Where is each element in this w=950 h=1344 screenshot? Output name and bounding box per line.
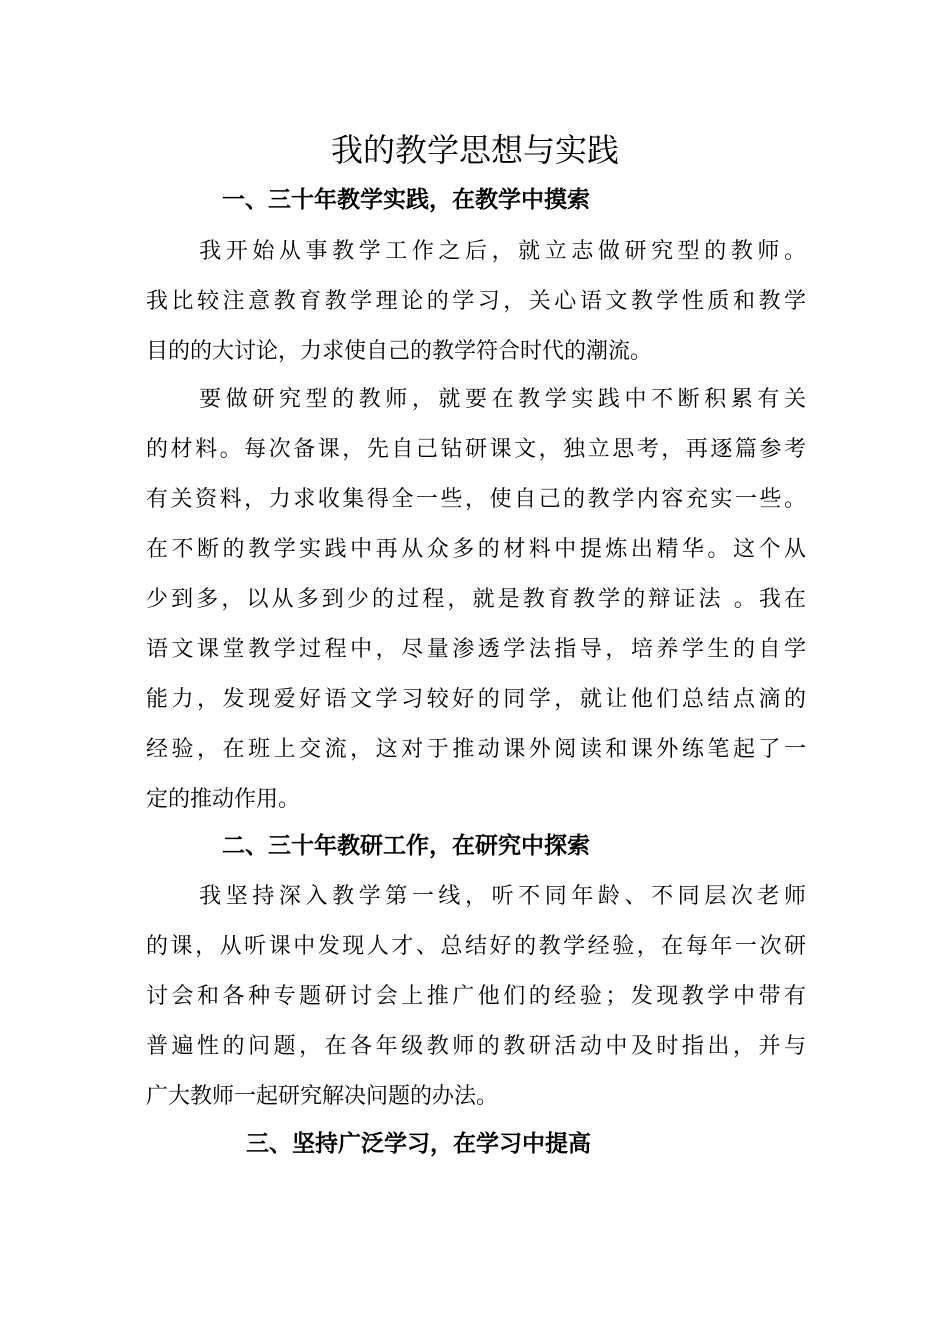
section-1-paragraph-2 (146, 375, 806, 825)
text-line: 目的的大讨论，力求使自己的教学符合时代的潮流。 (146, 339, 653, 364)
text-line: 少到多，以从多到少的过程，就是教育教学的辩证法 。我在 (146, 587, 806, 612)
text-line: 我坚持深入教学第一线，听不同年龄、不同层次老师 (146, 884, 806, 909)
text-line: 在不断的教学实践中再从众多的材料中提炼出精华。这个从 (146, 537, 806, 562)
text-line: 能力，发现爱好语文学习较好的同学，就让他们总结点滴的 (146, 687, 806, 712)
text-line: 的材料。每次备课，先自己钻研课文，独立思考，再逐篇参考 (146, 437, 806, 462)
text-line: 经验，在班上交流，这对于推动课外阅读和课外练笔起了一 (146, 737, 806, 762)
text-line: 语文课堂教学过程中，尽量渗透学法指导，培养学生的自学 (146, 637, 806, 662)
text-line: 我开始从事教学工作之后，就立志做研究型的教师。 (146, 239, 806, 264)
section-1-paragraph-1 (146, 227, 806, 377)
document-title: 我的教学思想与实践 (330, 131, 619, 169)
text-line: 讨会和各种专题研讨会上推广他们的经验；发现教学中带有 (146, 984, 806, 1009)
section-heading-2: 二、三十年教研工作，在研究中探索 (222, 832, 590, 859)
section-heading-3: 三、坚持广泛学习，在学习中提高 (246, 1130, 591, 1157)
section-2-paragraph-1 (146, 872, 806, 1122)
section-heading-1: 一、三十年教学实践，在教学中摸索 (222, 186, 590, 213)
text-line: 定的推动作用。 (146, 787, 301, 812)
text-line: 我比较注意教育教学理论的学习，关心语文教学性质和教学 (146, 289, 806, 314)
text-line: 广大教师一起研究解决问题的办法。 (146, 1084, 499, 1109)
text-line: 有关资料，力求收集得全一些，使自己的教学内容充实一些。 (146, 487, 806, 512)
text-line: 的课，从听课中发现人才、总结好的教学经验，在每年一次研 (146, 934, 806, 959)
text-line: 要做研究型的教师，就要在教学实践中不断积累有关 (146, 387, 806, 412)
text-line: 普遍性的问题，在各年级教师的教研活动中及时指出，并与 (146, 1034, 806, 1059)
